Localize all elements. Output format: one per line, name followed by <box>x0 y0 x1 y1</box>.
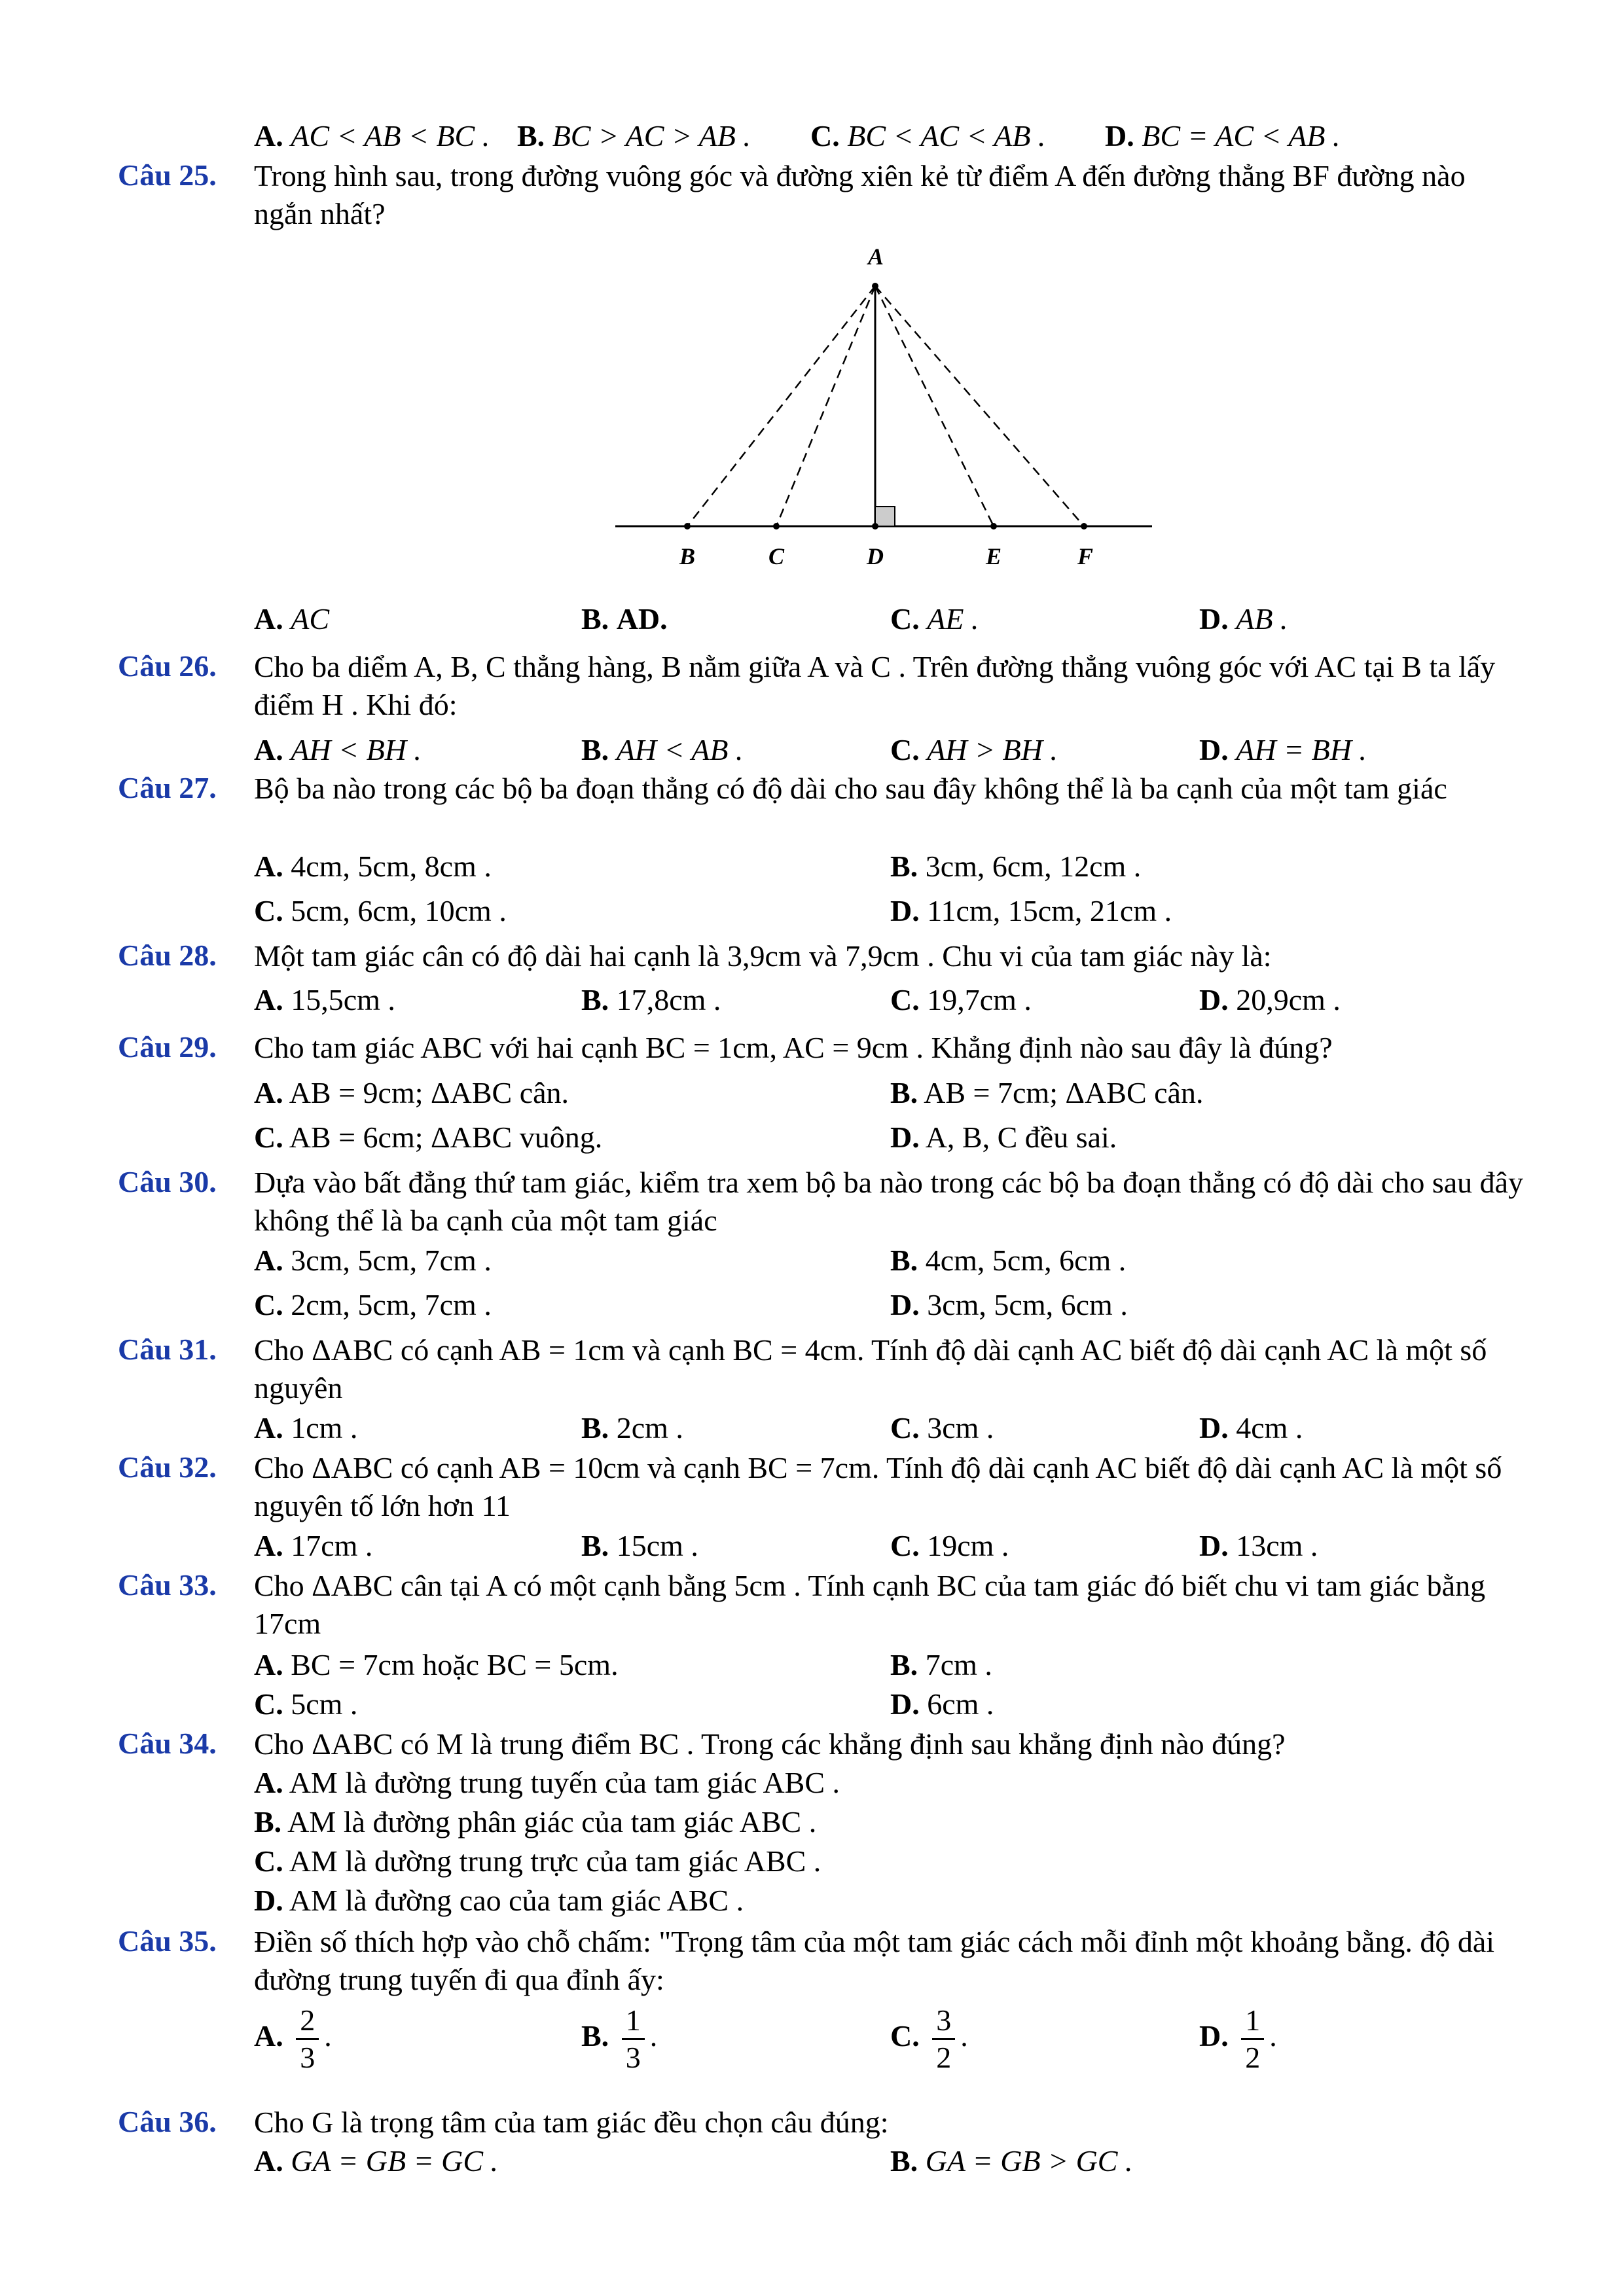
q32-option-a[interactable]: A. 17cm . <box>254 1529 373 1562</box>
q24-option-d[interactable]: D. BC = AC < AB . <box>1105 119 1341 152</box>
question-number: Câu 32. <box>118 1450 217 1484</box>
q28-option-b[interactable]: B. 17,8cm . <box>581 983 721 1016</box>
question-text: Điền số thích hợp vào chỗ chấm: "Trọng tâm của một tam giác cách mỗi đỉnh một khoảng bằng. độ dài đường trung tuyến đi qua đỉnh ấy: <box>254 1925 1495 1996</box>
point-a <box>872 283 878 289</box>
point-b <box>684 523 691 529</box>
q29-option-c[interactable]: C. AB = 6cm; ΔABC vuông. <box>254 1121 603 1154</box>
question-text: Trong hình sau, trong đường vuông góc và đường xiên kẻ từ điểm A đến đường thẳng BF đường nào ngắn nhất? <box>254 159 1466 230</box>
q34-option-c[interactable]: C. AM là dường trung trực của tam giác ABC . <box>254 1844 821 1878</box>
label-e: E <box>986 543 1002 569</box>
q30-option-d[interactable]: D. 3cm, 5cm, 6cm . <box>890 1288 1128 1321</box>
q25-option-d[interactable]: D. AB . <box>1199 602 1288 636</box>
question-text: Dựa vào bất đẳng thứ tam giác, kiểm tra xem bộ ba nào trong các bộ ba đoạn thẳng có độ dài cho sau đây không thể là ba cạnh của một tam giác <box>254 1166 1524 1237</box>
q33-option-d[interactable]: D. 6cm . <box>890 1687 994 1721</box>
perpendicular-obliques-figure <box>589 243 1178 584</box>
point-e <box>990 523 997 529</box>
q35-option-c[interactable]: C. $\frac{3}{2}$ . <box>890 2003 968 2074</box>
q32-option-c[interactable]: C. 19cm . <box>890 1529 1009 1562</box>
q26-option-b[interactable]: B. AH < AB . <box>581 733 744 766</box>
q31-option-b[interactable]: B. 2cm . <box>581 1411 683 1444</box>
label-c: C <box>768 543 785 569</box>
q26-option-d[interactable]: D. AH = BH . <box>1199 733 1367 766</box>
q36-option-b[interactable]: B. GA = GB > GC . <box>890 2144 1133 2178</box>
q28-option-a[interactable]: A. 15,5cm . <box>254 983 395 1016</box>
label-d: D <box>867 543 884 569</box>
q25-option-b[interactable]: B. AD. <box>581 602 668 636</box>
q34-option-b[interactable]: B. AM là đường phân giác của tam giác ABC . <box>254 1805 817 1839</box>
q25-option-a[interactable]: A. AC <box>254 602 330 636</box>
question-number: Câu 33. <box>118 1568 217 1602</box>
question-number: Câu 35. <box>118 1924 217 1958</box>
q29-option-b[interactable]: B. AB = 7cm; ΔABC cân. <box>890 1076 1204 1109</box>
question-number: Câu 29. <box>118 1030 217 1064</box>
q27-option-a[interactable]: A. 4cm, 5cm, 8cm . <box>254 850 492 883</box>
question-text: Cho G là trọng tâm của tam giác đều chọn câu đúng: <box>254 2106 889 2139</box>
question-number: Câu 31. <box>118 1333 217 1366</box>
q34-option-a[interactable]: A. AM là đường trung tuyến của tam giác ABC . <box>254 1766 840 1799</box>
q27-option-d[interactable]: D. 11cm, 15cm, 21cm . <box>890 894 1172 927</box>
q30-option-b[interactable]: B. 4cm, 5cm, 6cm . <box>890 1244 1127 1277</box>
q28-option-d[interactable]: D. 20,9cm . <box>1199 983 1341 1016</box>
q32-option-b[interactable]: B. 15cm . <box>581 1529 698 1562</box>
fraction: $\frac{1}{2}$ <box>1241 2003 1264 2075</box>
question-text: Cho ΔABC có cạnh AB = 10cm và cạnh BC = 7cm. Tính độ dài cạnh AC biết độ dài cạnh AC là một số nguyên tố lớn hơn 11 <box>254 1451 1502 1522</box>
point-f <box>1081 523 1087 529</box>
segment-af <box>875 286 1084 526</box>
point-c <box>773 523 780 529</box>
q27-option-b[interactable]: B. 3cm, 6cm, 12cm . <box>890 850 1142 883</box>
right-angle-mark <box>875 507 895 526</box>
question-number: Câu 34. <box>118 1727 217 1760</box>
question-text: Cho ΔABC có cạnh AB = 1cm và cạnh BC = 4cm. Tính độ dài cạnh AC biết độ dài cạnh AC là một số nguyên <box>254 1333 1487 1405</box>
q28-option-c[interactable]: C. 19,7cm . <box>890 983 1032 1016</box>
fraction: $\frac{2}{3}$ <box>296 2003 319 2075</box>
q31-option-c[interactable]: C. 3cm . <box>890 1411 994 1444</box>
segment-ae <box>875 286 994 526</box>
q29-option-d[interactable]: D. A, B, C đều sai. <box>890 1121 1117 1154</box>
question-number: Câu 28. <box>118 939 217 972</box>
q25-option-c[interactable]: C. AE . <box>890 602 979 636</box>
q32-option-d[interactable]: D. 13cm . <box>1199 1529 1318 1562</box>
question-text: Cho ba diểm A, B, C thẳng hàng, B nằm giữa A và C . Trên đường thẳng vuông góc với AC tại B ta lấy điểm H . Khi đó: <box>254 650 1496 721</box>
q26-option-a[interactable]: A. AH < BH . <box>254 733 422 766</box>
question-text: Bộ ba nào trong các bộ ba đoạn thẳng có độ dài cho sau đây không thể là ba cạnh của một tam giác <box>254 772 1447 805</box>
q36-option-a[interactable]: A. GA = GB = GC . <box>254 2144 499 2178</box>
q35-option-d[interactable]: D. $\frac{1}{2}$ . <box>1199 2003 1277 2074</box>
segment-ac <box>776 286 875 526</box>
question-number: Câu 36. <box>118 2105 217 2138</box>
question-text: Cho ΔABC cân tại A có một cạnh bằng 5cm . Tính cạnh BC của tam giác đó biết chu vi tam giác bằng 17cm <box>254 1569 1486 1640</box>
question-number: Câu 25. <box>118 158 217 192</box>
segment-ab <box>687 286 875 526</box>
q24-option-a[interactable]: A. AC < AB < BC . <box>254 119 490 152</box>
q24-option-b[interactable]: B. BC > AC > AB . <box>517 119 751 152</box>
q26-option-c[interactable]: C. AH > BH . <box>890 733 1058 766</box>
question-number: Câu 27. <box>118 771 217 804</box>
question-number: Câu 30. <box>118 1165 217 1198</box>
q33-option-c[interactable]: C. 5cm . <box>254 1687 358 1721</box>
q27-option-c[interactable]: C. 5cm, 6cm, 10cm . <box>254 894 507 927</box>
q35-option-a[interactable]: A. $\frac{2}{3}$ . <box>254 2003 332 2074</box>
q33-option-a[interactable]: A. BC = 7cm hoặc BC = 5cm. <box>254 1648 619 1681</box>
question-number: Câu 26. <box>118 649 217 683</box>
q24-option-c[interactable]: C. BC < AC < AB . <box>810 119 1046 152</box>
question-text: Cho ΔABC có M là trung điểm BC . Trong các khẳng định sau khẳng định nào đúng? <box>254 1727 1286 1761</box>
question-text: Một tam giác cân có độ dài hai cạnh là 3,9cm và 7,9cm . Chu vi của tam giác này là: <box>254 939 1272 973</box>
q31-option-d[interactable]: D. 4cm . <box>1199 1411 1303 1444</box>
q34-option-d[interactable]: D. AM là đường cao của tam giác ABC . <box>254 1884 744 1917</box>
fraction: $\frac{1}{3}$ <box>622 2003 645 2075</box>
q30-option-c[interactable]: C. 2cm, 5cm, 7cm . <box>254 1288 492 1321</box>
q33-option-b[interactable]: B. 7cm . <box>890 1648 992 1681</box>
q31-option-a[interactable]: A. 1cm . <box>254 1411 358 1444</box>
q29-option-a[interactable]: A. AB = 9cm; ΔABC cân. <box>254 1076 569 1109</box>
q30-option-a[interactable]: A. 3cm, 5cm, 7cm . <box>254 1244 492 1277</box>
fraction: $\frac{3}{2}$ <box>932 2003 955 2075</box>
label-a: A <box>868 243 884 270</box>
label-f: F <box>1077 543 1094 569</box>
label-b: B <box>679 543 696 569</box>
question-text: Cho tam giác ABC với hai cạnh BC = 1cm, AC = 9cm . Khẳng định nào sau đây là đúng? <box>254 1031 1333 1064</box>
q35-option-b[interactable]: B. $\frac{1}{3}$ . <box>581 2003 658 2074</box>
point-d <box>872 523 878 529</box>
